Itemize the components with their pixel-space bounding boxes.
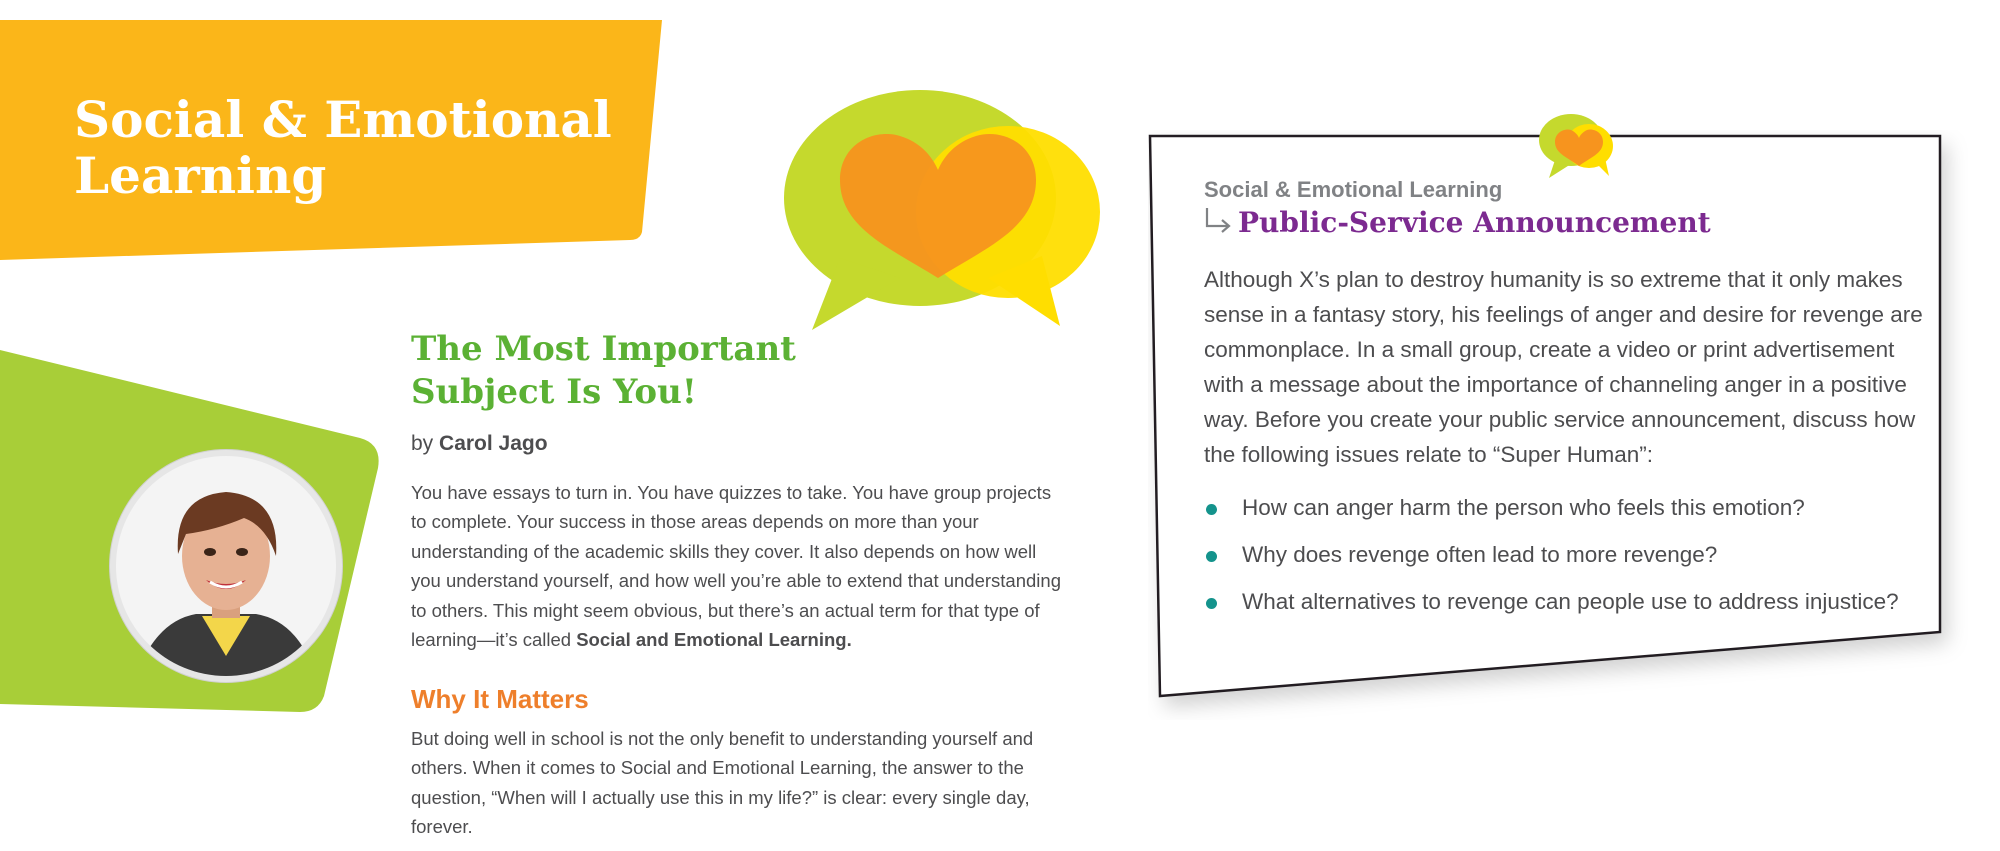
byline-prefix: by bbox=[411, 432, 434, 455]
byline bbox=[411, 432, 548, 456]
intro-paragraph bbox=[411, 478, 1061, 654]
question-text: How can anger harm the person who feels this emotion? bbox=[1242, 495, 1805, 520]
list-item bbox=[1204, 531, 1924, 578]
article-title-line1: The Most Important bbox=[411, 329, 796, 369]
author-photo bbox=[116, 456, 336, 676]
author-name: Carol Jago bbox=[439, 432, 548, 455]
card-body: Although X’s plan to destroy humanity is so extreme that it only makes sense in a fantasy story, his feelings of anger and desire for revenge are commonplace. In a small group, create a video or print advertisement with a message about the importance of channeling anger in a positive way. Before you create your public service announcement, discuss how the following issues relate to “Super Human”: bbox=[1204, 267, 1923, 467]
bullet-icon bbox=[1206, 504, 1217, 515]
mini-speech-heart-icon bbox=[1535, 110, 1619, 182]
bullet-icon bbox=[1206, 598, 1217, 609]
intro-text: You have essays to turn in. You have quizzes to take. You have group projects to complete. Your success in those areas depends on more than your understanding of the academic skills they cover. It also depends on how well you understand yourself, and how well you’re able to extend that understanding to others. This might seem obvious, but there’s an actual term for that type of learning—it’s called bbox=[411, 482, 1061, 651]
bullet-icon bbox=[1206, 551, 1217, 562]
question-list bbox=[1204, 484, 1924, 625]
speech-bubble-icon bbox=[770, 78, 1100, 338]
list-item bbox=[1204, 484, 1924, 531]
list-item bbox=[1204, 578, 1924, 625]
article-title bbox=[411, 328, 911, 414]
intro-bold-term: Social and Emotional Learning. bbox=[576, 629, 852, 651]
section-paragraph: But doing well in school is not the only benefit to understanding yourself and others. When it comes to Social and Emotional Learning, the answer to the question, “When will I actually use this in my life?” is clear: every single day, forever. bbox=[411, 728, 1034, 838]
author-portrait bbox=[110, 450, 342, 682]
card-kicker: Social & Emotional Learning bbox=[1204, 177, 1503, 202]
banner-title-line1: Social & Emotional bbox=[74, 90, 612, 149]
card-title: Public-Service Announcement bbox=[1238, 206, 1711, 239]
question-text: What alternatives to revenge can people use to address injustice? bbox=[1242, 589, 1899, 614]
section-heading: Why It Matters bbox=[411, 684, 589, 714]
banner-title-line2: Learning bbox=[74, 146, 327, 205]
article-title-line2: Subject Is You! bbox=[411, 372, 697, 412]
question-text: Why does revenge often lead to more revenge? bbox=[1242, 542, 1718, 567]
turn-arrow-icon bbox=[1204, 206, 1234, 236]
